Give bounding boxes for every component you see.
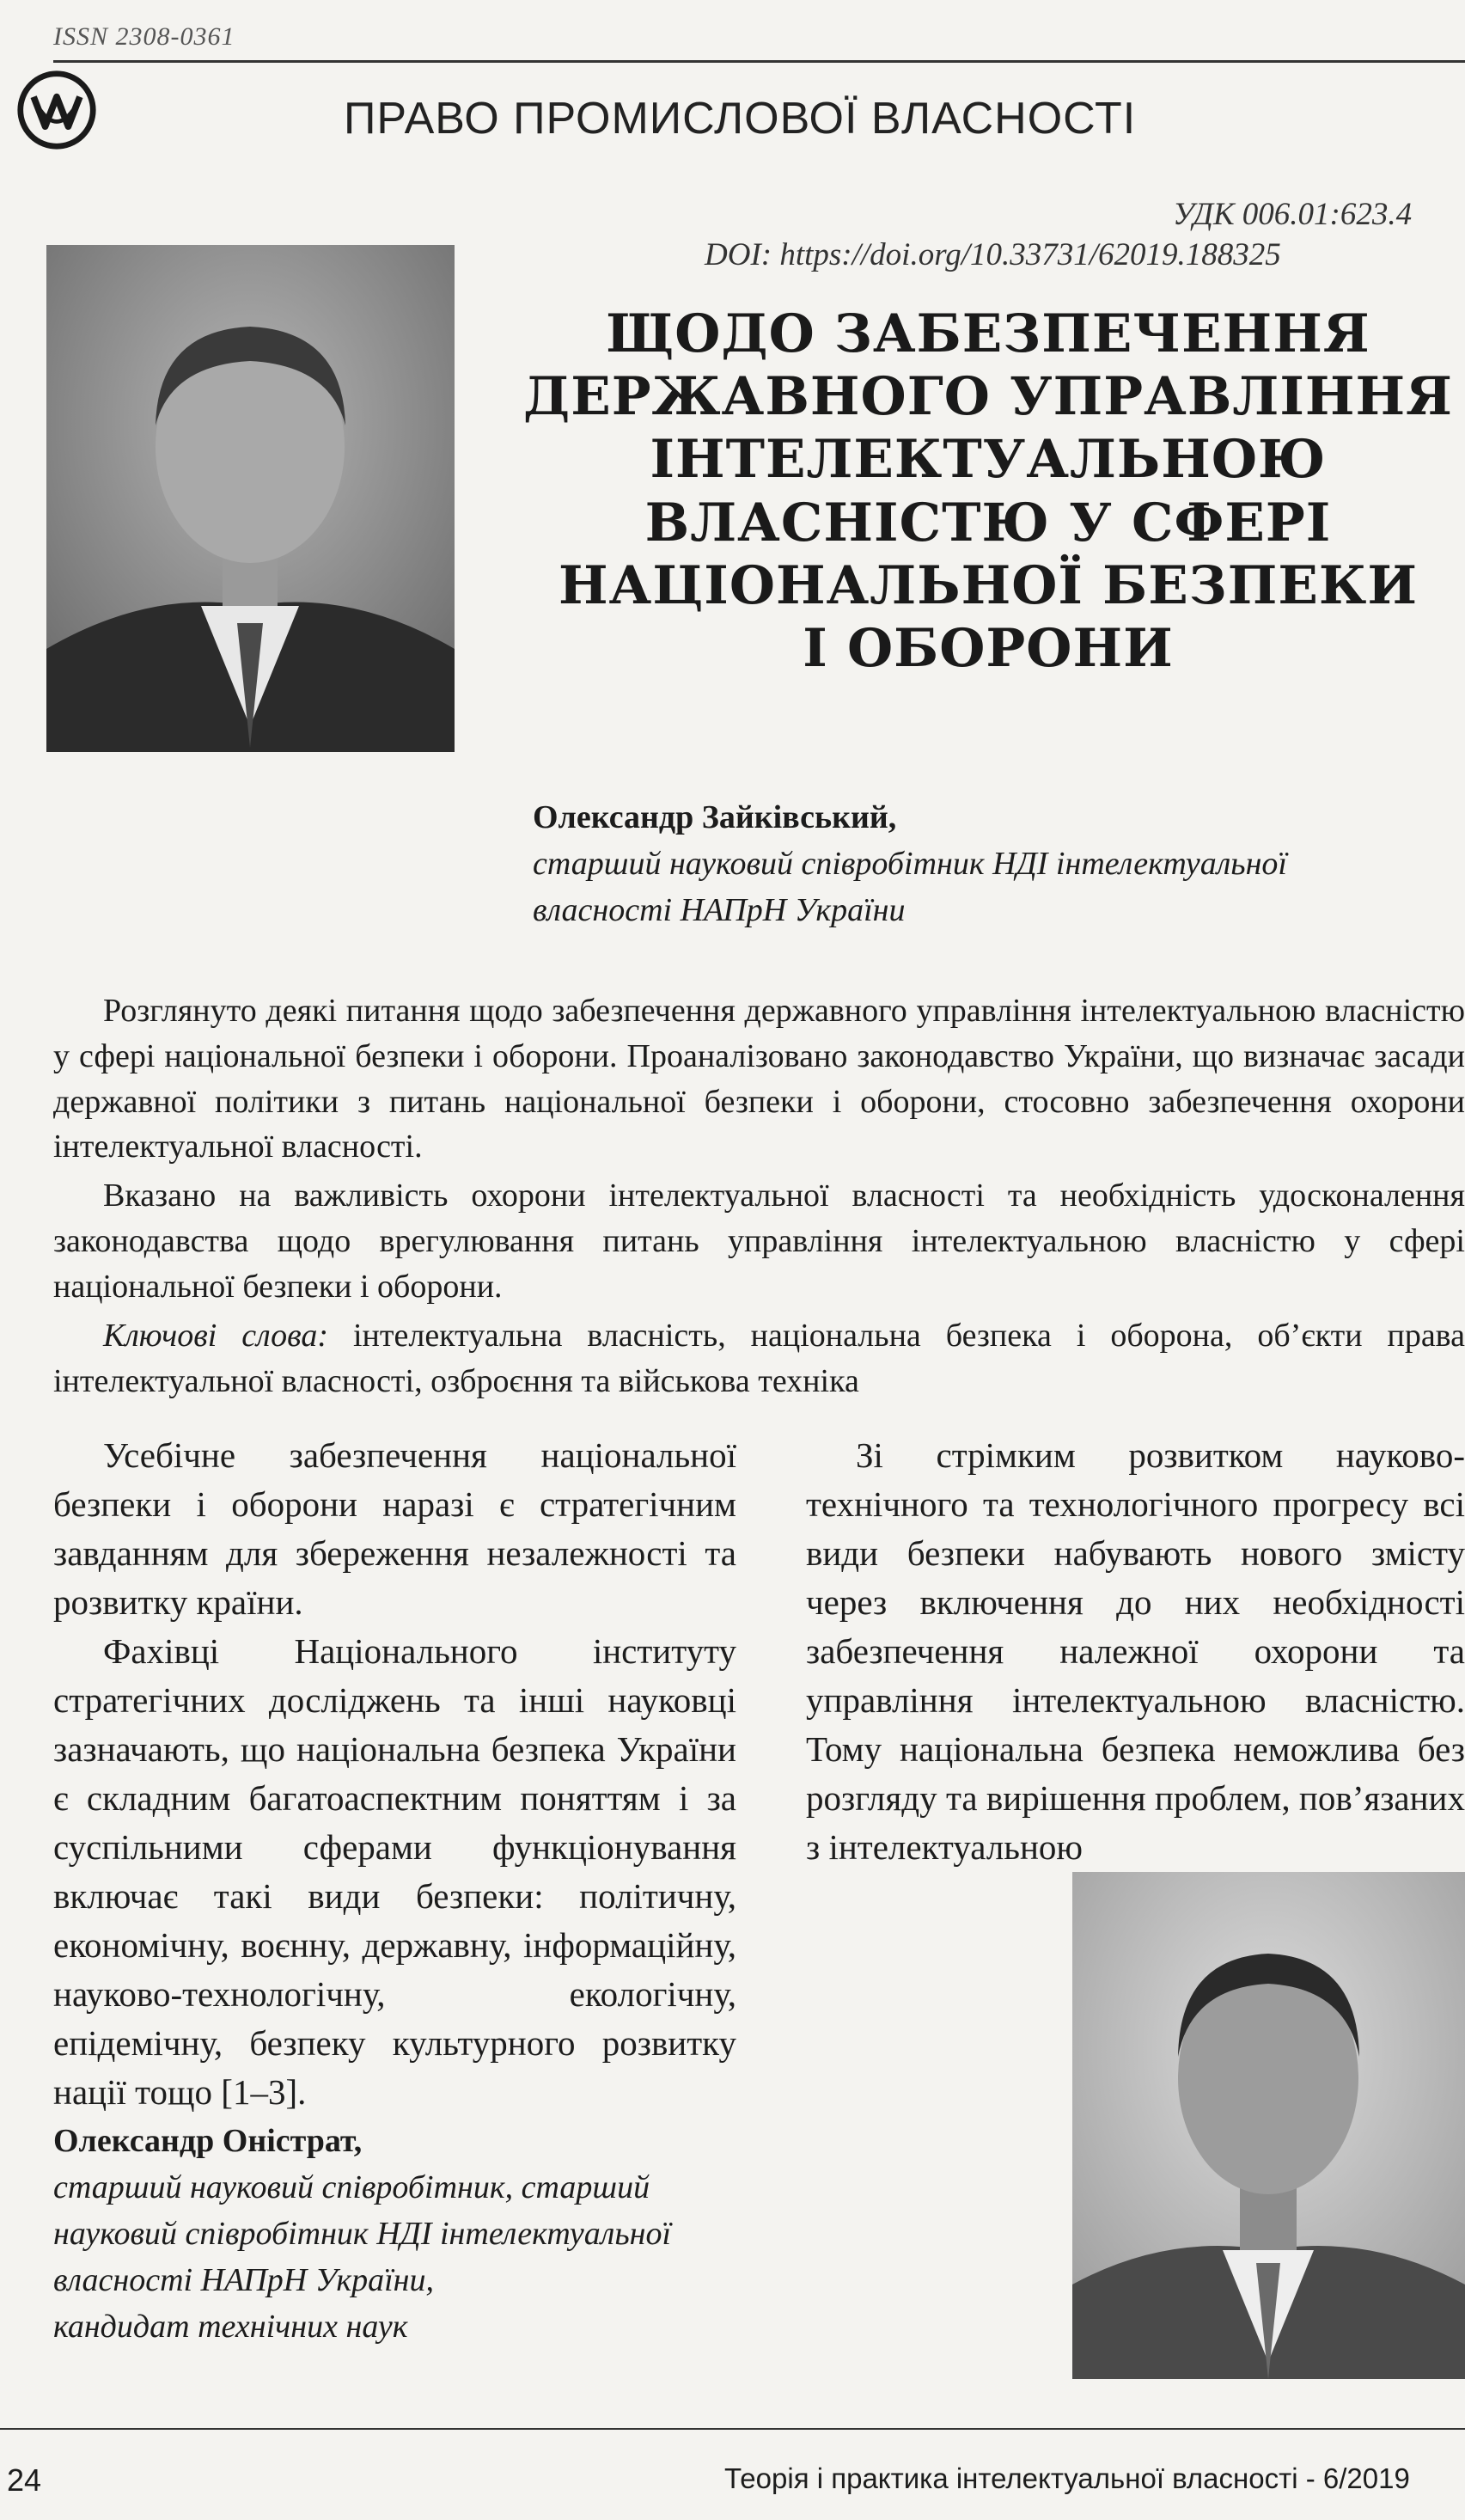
journal-title: Теорія і практика інтелектуальної власності - 6/2019 (724, 2462, 1410, 2494)
author-role-line: кандидат технічних наук (53, 2308, 408, 2345)
author-block-1 (533, 795, 1465, 934)
section-title: ПРАВО ПРОМИСЛОВОЇ ВЛАСНОСТІ (344, 94, 1137, 144)
title-line: ВЛАСНІСТЮ У СФЕРІ (644, 492, 1332, 554)
title-line: НАЦІОНАЛЬНОЇ БЕЗПЕКИ (559, 554, 1418, 616)
author-role-line: власності НАПрН України, (53, 2261, 435, 2298)
title-line: ДЕРЖАВНОГО УПРАВЛІННЯ (523, 366, 1453, 428)
abstract-paragraph: Розглянуто деякі питання щодо забезпечення державного управління інтелектуальною власністю у сфері національної безпеки і оборони. Проаналізовано законодавство України, що визначає засади державної політики з питань національної безпеки і оборони, стосовно забезпечення охорони інтелектуальної власності. (53, 993, 1465, 1165)
author-role-line: старший науковий співробітник НДІ інтелектуальної (533, 845, 1287, 882)
footer-divider (0, 2428, 1465, 2430)
author-photo-onistrat (1072, 1872, 1465, 2379)
title-line: ЩОДО ЗАБЕЗПЕЧЕННЯ (606, 303, 1370, 364)
body-paragraph: Зі стрімким розвитком науково-технічного та технологічного прогресу всі види безпеки набувають нового змісту через включення до них необхідності забезпечення належної охорони та управління інтелектуальною власністю. Тому національна безпека неможлива без розгляду та вирішення проблем, пов’язаних з інтелектуальною (806, 1435, 1465, 1867)
author-block-2 (53, 2119, 913, 2351)
body-paragraph: Фахівці Національного інституту стратегічних досліджень та інші науковці зазначають, що національна безпека України є складним багатоаспектним поняттям і за суспільними сферами функціонування включає такі види безпеки: політичну, економічну, воєнну, державну, інформаційну, науково-технологічну, екологічну, епідемічну, безпеку культурного розвитку нації тощо [1–3]. (53, 1630, 736, 2112)
keywords-text: інтелектуальна власність, національна безпека і оборона, об’єкти права інтелектуальної власності, озброєння та військова техніка (53, 1317, 1465, 1399)
title-line: ІНТЕЛЕКТУАЛЬНОЮ (650, 429, 1327, 491)
body-paragraph: Усебічне забезпечення національної безпеки і оборони наразі є стратегічним завданням для збереження незалежності та розвитку країни. (53, 1435, 736, 1622)
author-photo-zaikivskyi (46, 245, 455, 752)
udk-code: УДК 006.01:623.4 (1173, 197, 1413, 232)
doi-link[interactable]: DOI: https://doi.org/10.33731/62019.188325 (705, 237, 1281, 272)
journal-logo-icon (15, 69, 98, 151)
header-divider (53, 60, 1465, 63)
body-column-left (53, 1431, 736, 2117)
page-number: 24 (7, 2462, 42, 2498)
abstract (53, 988, 1465, 1407)
article-title (481, 303, 1465, 680)
author-role-line: науковий співробітник НДІ інтелектуальної (53, 2215, 672, 2252)
author-name: Олександр Оністрат, (53, 2123, 363, 2159)
author-role-line: старший науковий співробітник, старший (53, 2168, 650, 2205)
body-column-right (806, 1431, 1465, 1872)
issn: ISSN 2308-0361 (53, 22, 235, 51)
abstract-paragraph: Вказано на важливість охорони інтелектуальної власності та необхідність удосконалення законодавства щодо врегулювання питань управління інтелектуальною власністю у сфері національної безпеки і оборони. (53, 1177, 1465, 1305)
keywords (53, 1313, 1465, 1404)
title-line: І ОБОРОНИ (803, 617, 1174, 679)
author-name: Олександр Зайківський, (533, 799, 897, 835)
author-role-line: власності НАПрН України (533, 891, 906, 928)
keywords-label: Ключові слова: (103, 1317, 329, 1354)
